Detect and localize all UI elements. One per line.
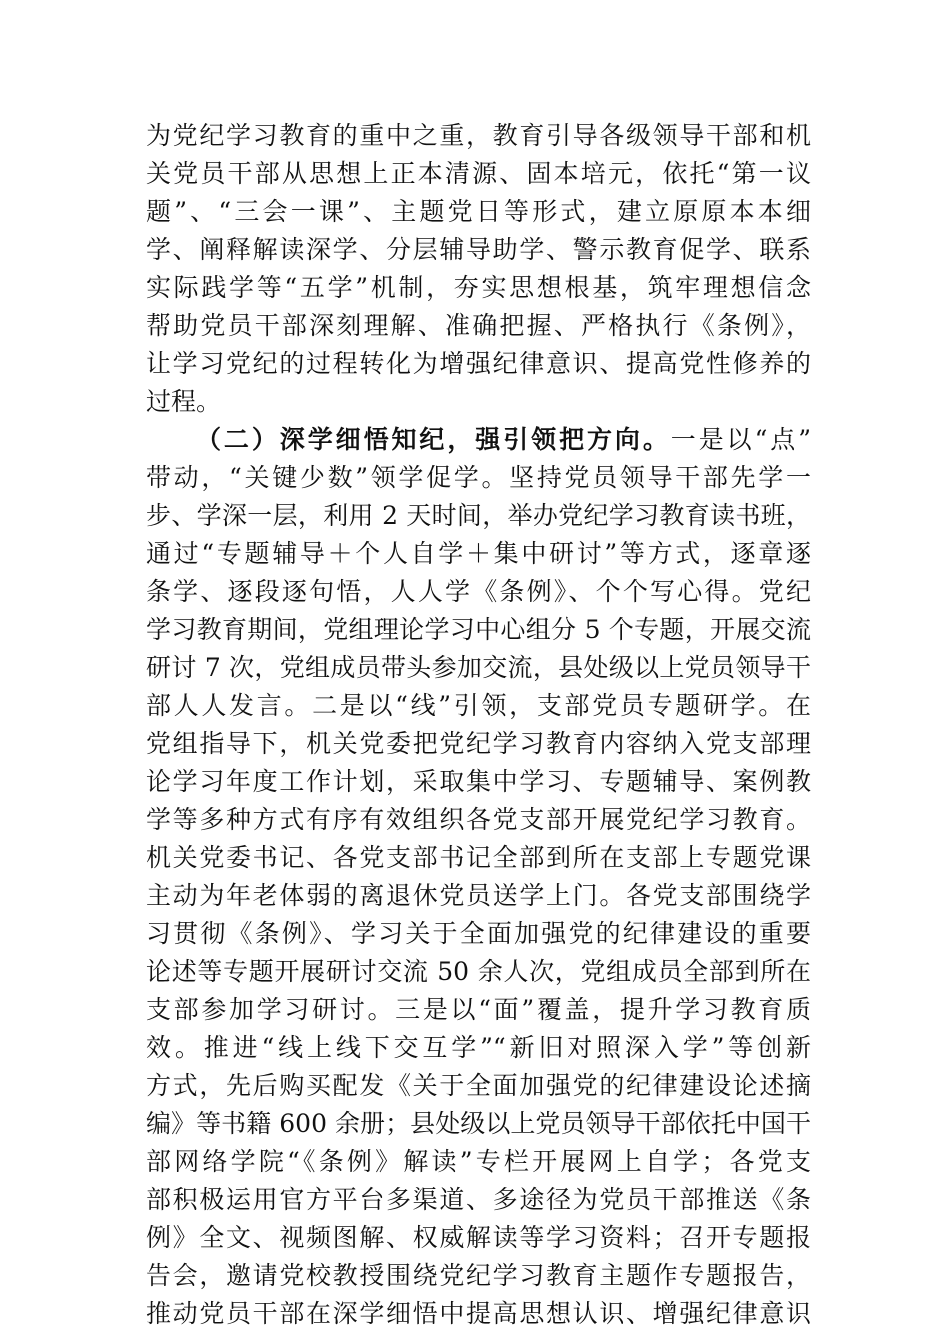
text-line: 步、学深一层，利用 2 天时间，举办党纪学习教育读书班， [146,501,811,530]
text-line: 让学习党纪的过程转化为增强纪律意识、提高党性修养的 [146,349,811,378]
text-line: 为党纪学习教育的重中之重，教育引导各级领导干部和机 [146,121,811,150]
text-line: 论学习年度工作计划，采取集中学习、专题辅导、案例教 [146,767,811,796]
text-line: 帮助党员干部深刻理解、准确把握、严格执行《条例》， [146,311,811,340]
text-line: 学、阐释解读深学、分层辅导助学、警示教育促学、联系 [146,235,811,264]
text-line: 推动党员干部在深学细悟中提高思想认识、增强纪律意识 [146,1299,811,1328]
text-line: 告会，邀请党校教授围绕党纪学习教育主题作专题报告， [146,1261,811,1290]
text-line: 学等多种方式有序有效组织各党支部开展党纪学习教育。 [146,805,811,834]
text-line: 题”、“三会一课”、主题党日等形式，建立原原本本细 [146,197,811,226]
text-line: 通过“专题辅导＋个人自学＋集中研讨”等方式，逐章逐 [146,539,811,568]
text-line: 编》等书籍 600 余册；县处级以上党员领导干部依托中国干 [146,1109,811,1138]
document-body [146,117,811,1333]
text-line: 论述等专题开展研讨交流 50 余人次，党组成员全部到所在 [146,957,811,986]
text-line: 关党员干部从思想上正本清源、固本培元，依托“第一议 [146,159,811,188]
text-line: 研讨 7 次，党组成员带头参加交流，县处级以上党员领导干 [146,653,811,682]
text-line: 部人人发言。二是以“线”引领，支部党员专题研学。在 [146,691,811,720]
text-line: 主动为年老体弱的离退休党员送学上门。各党支部围绕学 [146,881,811,910]
text-line: 条学、逐段逐句悟，人人学《条例》、个个写心得。党纪 [146,577,811,606]
section-heading: （二）深学细悟知纪，强引领把方向。 [196,425,671,454]
text-line: 实际践学等“五学”机制，夯实思想根基，筑牢理想信念 [146,273,811,302]
text-line: 习贯彻《条例》、学习关于全面加强党的纪律建设的重要 [146,919,811,948]
text-line: 带动，“关键少数”领学促学。坚持党员领导干部先学一 [146,463,811,492]
text-line: 部网络学院“《条例》解读”专栏开展网上自学；各党支 [146,1147,811,1176]
text-line: 例》全文、视频图解、权威解读等学习资料；召开专题报 [146,1223,811,1252]
text-line: 学习教育期间，党组理论学习中心组分 5 个专题，开展交流 [146,615,811,644]
text-line: 效。推进“线上线下交互学”“新旧对照深入学”等创新 [146,1033,811,1062]
text-line: 过程。 [146,387,222,416]
text-line: 支部参加学习研讨。三是以“面”覆盖，提升学习教育质 [146,995,811,1024]
text-line: 党组指导下，机关党委把党纪学习教育内容纳入党支部理 [146,729,811,758]
text-line: 机关党委书记、各党支部书记全部到所在支部上专题党课 [146,843,811,872]
text-run: 一是以“点” [670,425,812,454]
paragraph-first-line [146,421,811,459]
text-line: 部积极运用官方平台多渠道、多途径为党员干部推送《条 [146,1185,811,1214]
text-line: 方式，先后购买配发《关于全面加强党的纪律建设论述摘 [146,1071,811,1100]
